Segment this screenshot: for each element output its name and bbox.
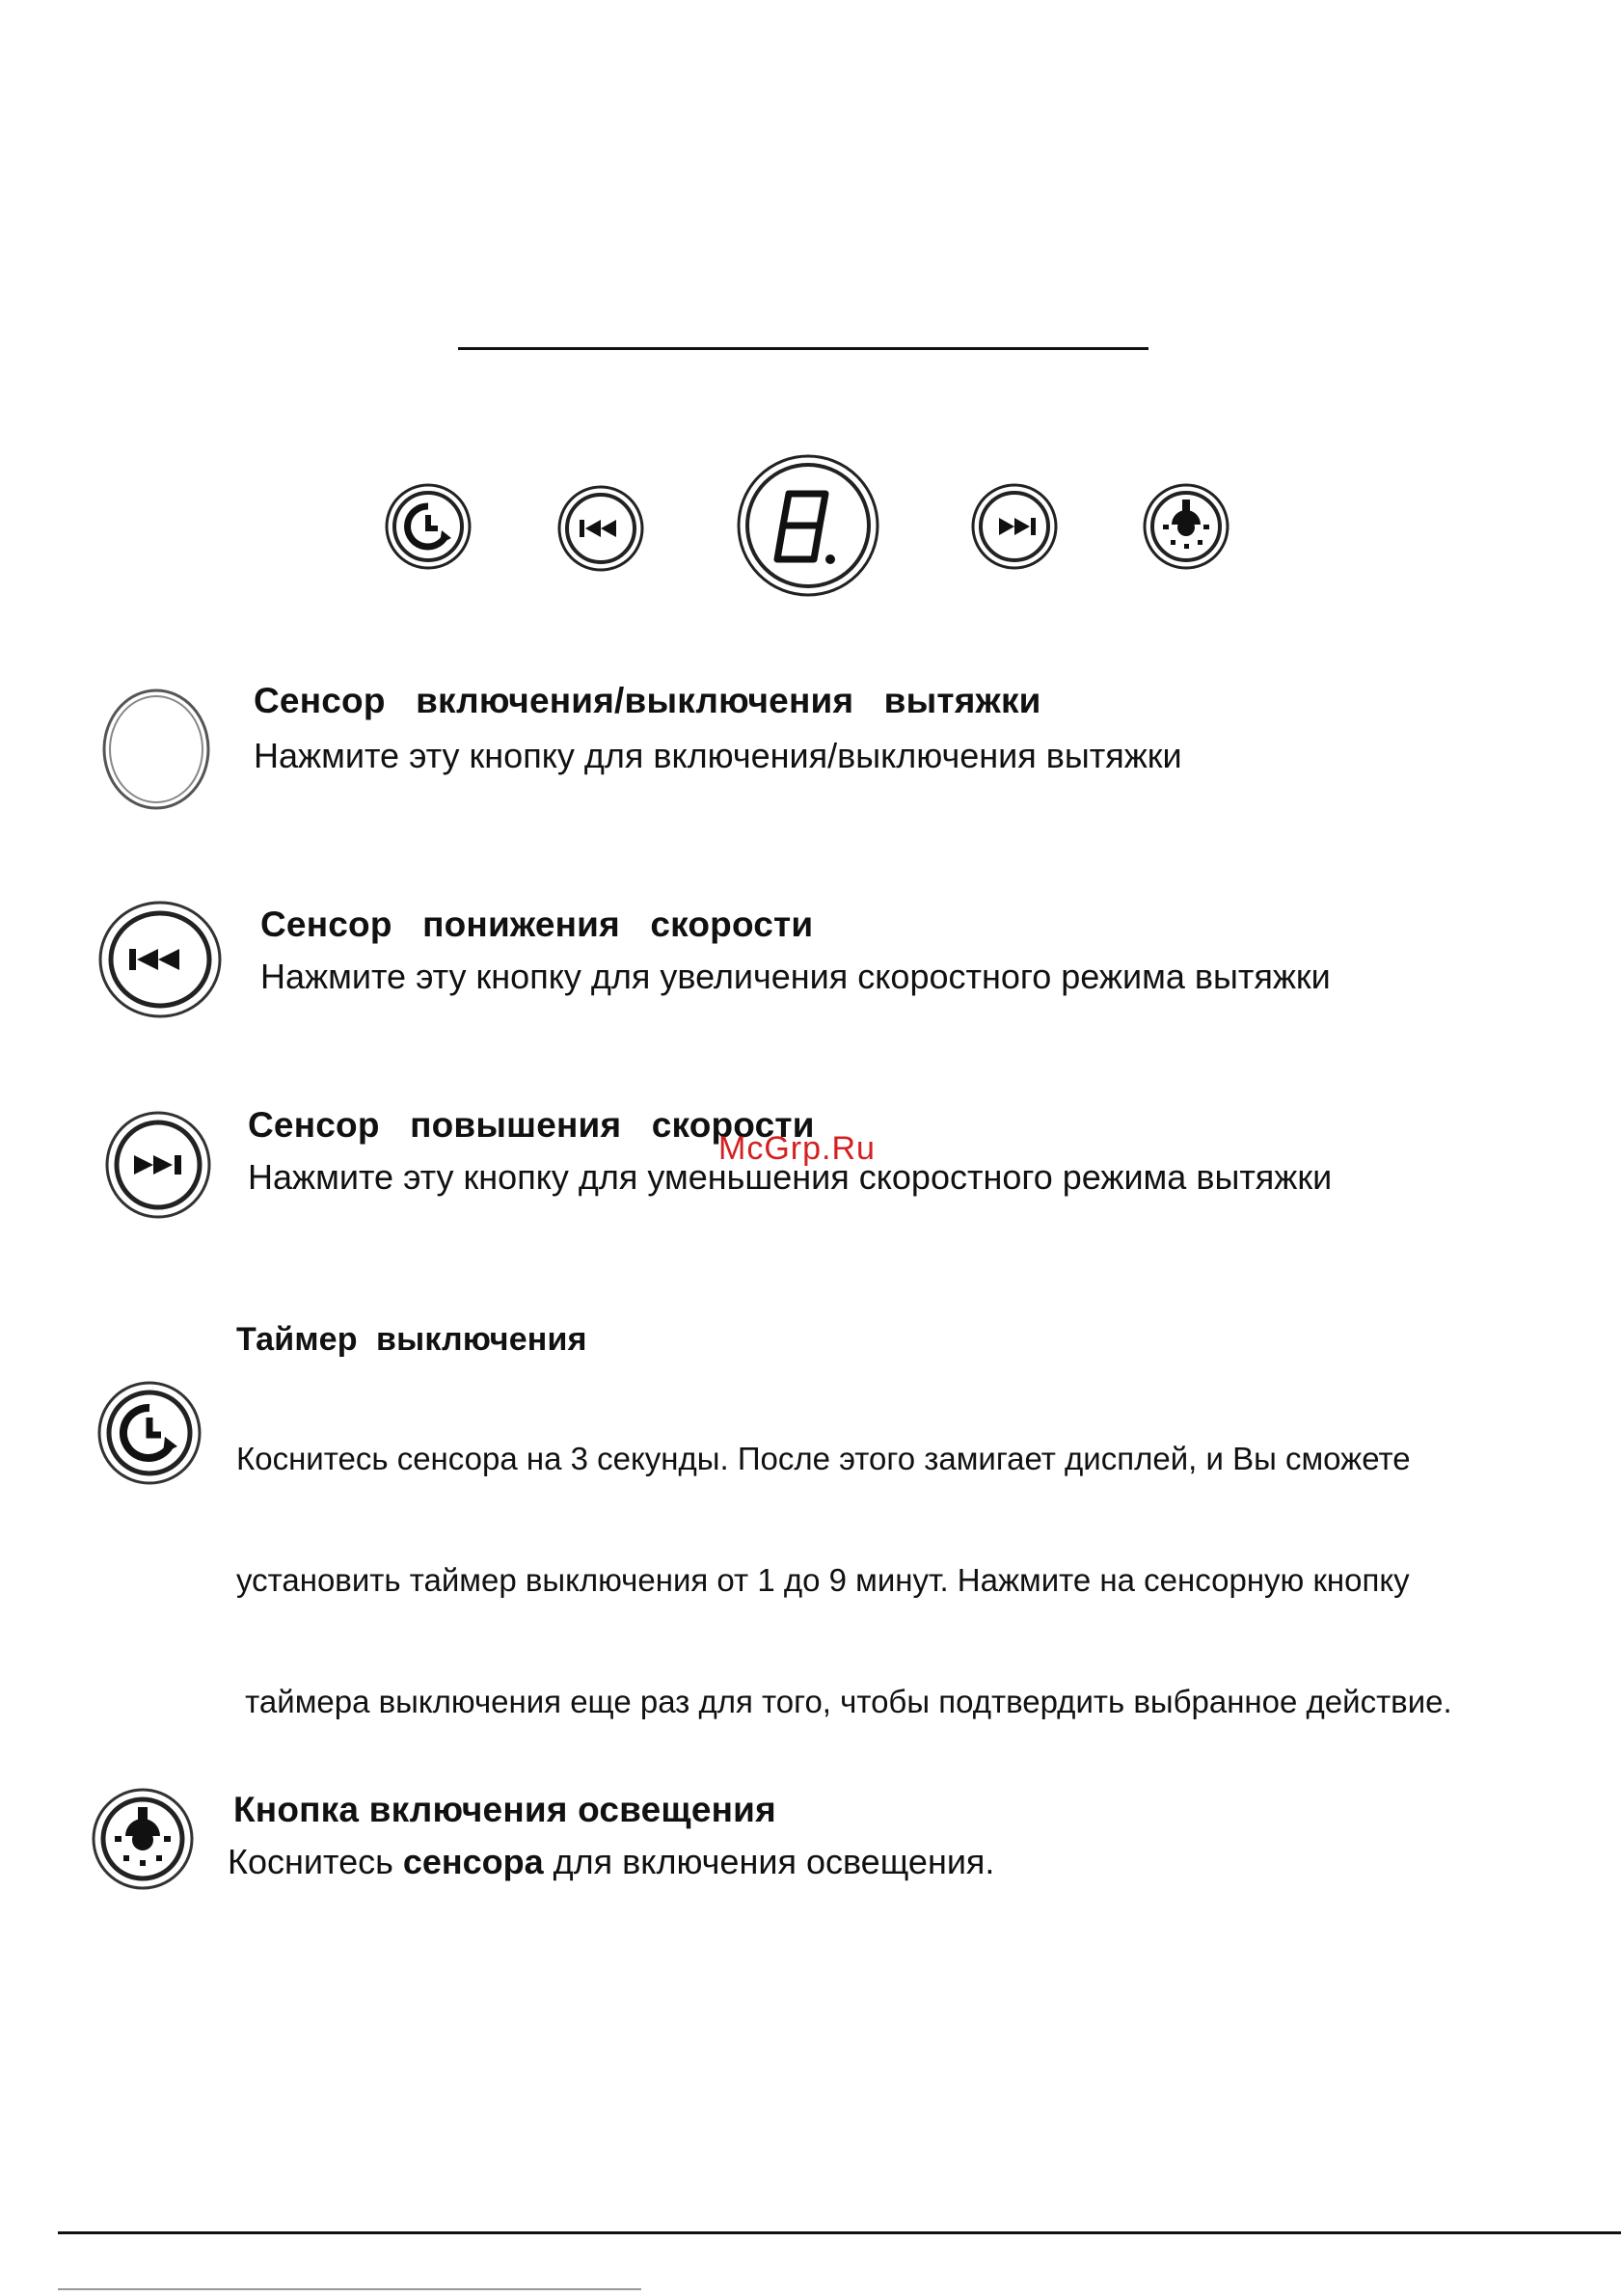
footer-rule [58, 2231, 1621, 2234]
timer-desc-line: Коснитесь сенсора на 3 секунды. После этого замигает дисплей, и Вы сможете [236, 1441, 1411, 1476]
speed-up-title: Сенсор повышения скорости [248, 1105, 815, 1145]
power-ring-icon [99, 687, 213, 812]
speed-up-desc: Нажмите эту кнопку для уменьшения скоростного режима вытяжки [248, 1157, 1333, 1197]
light-desc-text-end: для включения освещения. [543, 1842, 995, 1881]
timer-desc-line: установить таймер выключения от 1 до 9 минут. Нажмите на сенсорную кнопку [236, 1562, 1410, 1598]
speed-down-desc: Нажмите эту кнопку для увеличения скоростного режима вытяжки [260, 957, 1331, 996]
light-desc-bold: сенсора [402, 1842, 544, 1881]
footer-rule-secondary [58, 2288, 641, 2290]
timer-desc-line: таймера выключения еще раз для того, чтобы подтвердить выбранное действие. [236, 1684, 1452, 1719]
timer-icon[interactable] [384, 482, 473, 571]
power-title: Сенсор включения/выключения вытяжки [254, 681, 1041, 720]
display-icon [735, 453, 881, 598]
timer-desc [236, 1358, 1452, 1763]
header-rule [458, 347, 1148, 350]
light-icon-large [90, 1786, 196, 1892]
light-title: Кнопка включения освещения [233, 1790, 776, 1829]
speed-up-icon[interactable] [970, 482, 1059, 571]
light-desc [228, 1842, 994, 1882]
timer-icon-large [95, 1379, 203, 1487]
light-icon[interactable] [1142, 482, 1230, 571]
speed-down-title: Сенсор понижения скорости [260, 905, 814, 944]
timer-title: Таймер выключения [236, 1321, 587, 1358]
watermark: McGrp.Ru [718, 1130, 876, 1167]
light-desc-text: Коснитесь [228, 1842, 403, 1881]
speed-down-icon[interactable] [556, 484, 645, 573]
speed-down-icon-large [96, 899, 224, 1020]
power-desc: Нажмите эту кнопку для включения/выключения вытяжки [254, 736, 1182, 775]
speed-up-icon-large [103, 1109, 213, 1221]
